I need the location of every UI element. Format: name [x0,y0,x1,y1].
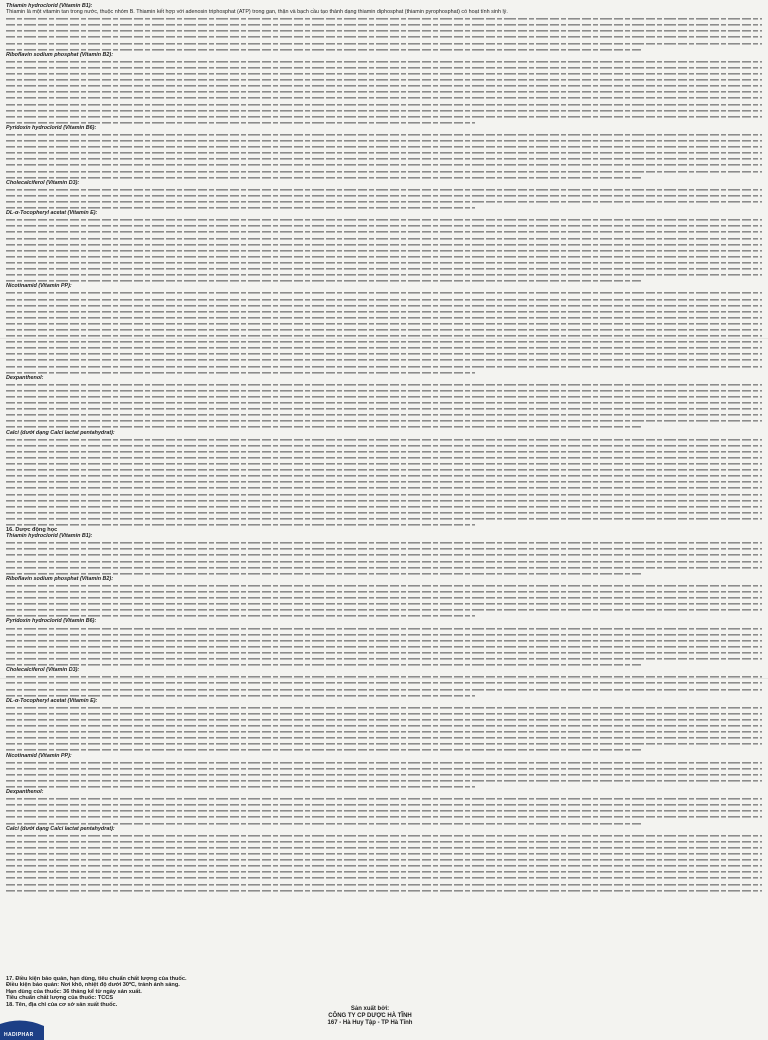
manufacturer-address: 167 - Hà Huy Tập - TP Hà Tĩnh [327,1020,413,1026]
storage-condition: Điều kiện bảo quản: Nơi khô, nhiệt độ dưới 30ºC, tránh ánh sáng. [6,982,180,989]
section-vitamin-e [6,210,762,283]
manufacturer-name: CÔNG TY CP DƯỢC HÀ TĨNH [328,1013,412,1019]
section-vitamin-pp [6,283,762,374]
heading-pk-vitamin-b6: Pyridoxin hydroclorid (Vitamin B6): [6,618,97,625]
heading-pk-vitamin-d3: Cholecalciferol (Vitamin D3): [6,667,80,674]
section-18-title: 18. Tên, địa chỉ của cơ sở sản xuất thuốc. [6,1001,118,1008]
heading-vitamin-pp: Nicotinamid (Vitamin PP): [6,283,72,290]
section-vitamin-b2 [6,52,762,125]
section-vitamin-b1 [6,3,762,52]
heading-vitamin-b6: Pyridoxin hydroclorid (Vitamin B6): [6,124,97,131]
manufacturer-block [300,1006,440,1027]
section-calci [6,430,762,528]
paragraph-vitamin-b1-intro: Thiamin là một vitamin tan trong nước, thuộc nhóm B. Thiamin kết hợp với adenosin triphosphat (ATP) trong gan, thận và bạch cầu tạo thành dạng thiamin diphosphat (thiamin pyrophosphat) có hoạt tính sinh lý. [6,9,508,16]
section-vitamin-b6 [6,125,762,180]
hadiphar-logo-icon [0,1018,44,1040]
quality-standard: Tiêu chuẩn chất lượng của thuốc: TCCS [6,995,114,1002]
heading-pk-vitamin-pp: Nicotinamid (Vitamin PP): [6,752,72,759]
heading-pk-vitamin-b2: Riboflavin sodium phosphat (Vitamin B2): [6,575,114,582]
heading-pk-dexpanthenol: Dexpanthenol: [6,789,44,796]
heading-calci: Calci (dưới dạng Calci lactat pentahydrat): [6,429,115,436]
heading-dexpanthenol: Dexpanthenol: [6,374,44,381]
heading-pk-vitamin-e: DL-α-Tocopheryl acetat (Vitamin E): [6,697,98,704]
leaflet-footer [0,976,768,1040]
heading-vitamin-b1: Thiamin hydroclorid (Vitamin B1): [6,3,93,9]
manufacturer-label: Sản xuất bởi: [350,1006,390,1012]
heading-pk-calci: Calci (dưới dạng Calci lactat pentahydrat): [6,825,115,832]
heading-pk-vitamin-b1: Thiamin hydroclorid (Vitamin B1): [6,533,93,540]
heading-vitamin-e: DL-α-Tocopheryl acetat (Vitamin E): [6,210,98,217]
section-dexpanthenol [6,375,762,430]
shelf-life: Hạn dùng của thuốc: 36 tháng kể từ ngày sản xuất. [6,988,142,995]
heading-vitamin-d3: Cholecalciferol (Vitamin D3): [6,179,80,186]
section-vitamin-d3 [6,180,762,210]
heading-vitamin-b2: Riboflavin sodium phosphat (Vitamin B2): [6,51,114,58]
section-17-title: 17. Điều kiện bảo quản, hạn dùng, tiêu chuẩn chất lượng của thuốc. [6,976,187,982]
logo-text: HADIPHAR [4,1032,34,1038]
heading-pharmacokinetics: 16. Dược động học [6,527,58,534]
section-pharmacokinetics [6,527,762,893]
